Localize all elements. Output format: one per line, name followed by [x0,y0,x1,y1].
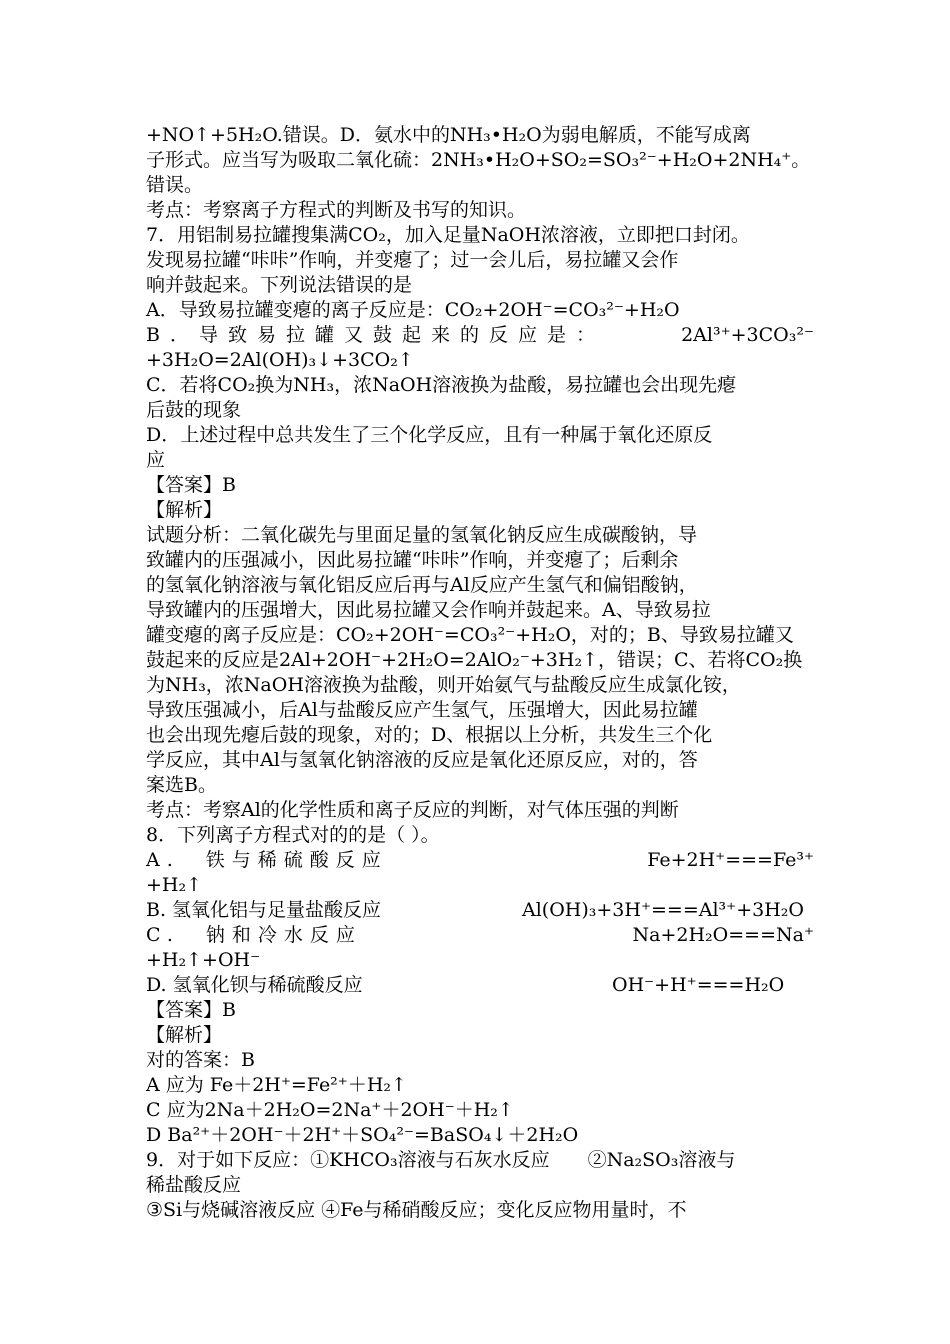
question-7-stem: 发现易拉罐“咔咔”作响，并变瘪了；过一会儿后，易拉罐又会作 [146,249,679,271]
option-c: C．若将CO₂换为NH₃，浓NaOH溶液换为盐酸，易拉罐也会出现先瘪 [146,374,737,396]
analysis-text: 致罐内的压强减小，因此易拉罐“咔咔”作响，并变瘪了；后剩余 [146,549,679,571]
option-a-continued: +H₂↑ [146,874,203,896]
option-d: D．上述过程中总共发生了三个化学反应，且有一种属于氧化还原反 [146,424,713,446]
text-line: 子形式。应当写为吸取二氧化硫：2NH₃•H₂O+SO₂=SO₃²⁻+H₂O+2NH₄⁺。 [146,149,811,171]
option-b-text: B. 氢氧化铝与足量盐酸反应 [146,899,382,921]
option-b [146,323,814,348]
analysis-text: 导致压强减小，后Al与盐酸反应产生氢气，压强增大，因此易拉罐 [146,699,698,721]
option-d-continued: 应 [146,449,166,471]
option-c [146,923,814,948]
analysis-text: 罐变瘪的离子反应是：CO₂+2OH⁻=CO₃²⁻+H₂O，对的；B、导致易拉罐又 [146,624,794,646]
option-c-continued: +H₂↑+OH⁻ [146,949,261,971]
option-c-text: C. 钠和冷水反应 [146,924,362,946]
option-c-continued: 后鼓的现象 [146,399,242,421]
question-8-stem: 8．下列离子方程式对的的是（ ）。 [146,824,440,846]
option-a [146,848,814,873]
answer-label: 【答案】B [146,474,236,496]
text-line: +NO↑+5H₂O.错误。D．氨水中的NH₃•H₂O为弱电解质，不能写成离 [146,124,751,146]
analysis-text: 鼓起来的反应是2Al+2OH⁻+2H₂O=2AlO₂⁻+3H₂↑，错误；C、若将CO₂换 [146,649,803,671]
question-9-stem: 稀盐酸反应 [146,1174,242,1196]
question-9-stem: ③Si与烧碱溶液反应 ④Fe与稀硝酸反应；变化反应物用量时，不 [146,1199,687,1221]
answer-label: 【答案】B [146,999,236,1021]
text-line: 错误。 [146,174,204,196]
option-b-equation: Al(OH)₃+3H⁺===Al³⁺+3H₂O [522,899,804,921]
option-b-equation: 2Al³⁺+3CO₃²⁻ [681,324,814,346]
analysis-text: 也会出现先瘪后鼓的现象，对的；D、根据以上分析，共发生三个化 [146,724,713,746]
kaodian-line: 考点：考察离子方程式的判断及书写的知识。 [146,199,527,221]
question-9-stem: 9．对于如下反应：①KHCO₃溶液与石灰水反应 ②Na₂SO₃溶液与 [146,1149,736,1171]
option-b [146,898,814,923]
option-d [146,973,814,998]
option-c-equation: Na+2H₂O===Na⁺ [632,924,814,946]
analysis-text: 案选B。 [146,774,217,796]
analysis-text: 为NH₃，浓NaOH溶液换为盐酸，则开始氨气与盐酸反应生成氯化铵， [146,674,741,696]
question-7-stem: 响并鼓起来。下列说法错误的是 [146,274,413,296]
analysis-text: A 应为 Fe＋2H⁺=Fe²⁺＋H₂↑ [146,1074,407,1096]
analysis-text: 试题分析：二氧化碳先与里面足量的氢氧化钠反应生成碳酸钠，导 [146,524,698,546]
option-b-text: B．导致易拉罐又鼓起来的反应是： [146,324,605,346]
document-page [146,123,814,1223]
option-a: A．导致易拉罐变瘪的离子反应是：CO₂+2OH⁻=CO₃²⁻+H₂O [146,299,680,321]
option-a-text: A. 铁与稀硫酸反应 [146,849,388,871]
analysis-text: 对的答案：B [146,1049,255,1071]
analysis-text: 学反应，其中Al与氢氧化钠溶液的反应是氧化还原反应，对的，答 [146,749,698,771]
option-a-equation: Fe+2H⁺===Fe³⁺ [647,849,814,871]
question-7-stem: 7．用铝制易拉罐搜集满CO₂，加入足量NaOH浓溶液，立即把口封闭。 [146,224,750,246]
analysis-text: D Ba²⁺＋2OH⁻＋2H⁺＋SO₄²⁻=BaSO₄↓＋2H₂O [146,1124,579,1146]
option-b-continued: +3H₂O=2Al(OH)₃↓+3CO₂↑ [146,349,414,371]
analysis-text: C 应为2Na＋2H₂O=2Na⁺＋2OH⁻＋H₂↑ [146,1099,514,1121]
option-d-equation: OH⁻+H⁺===H₂O [612,974,785,996]
analysis-text: 导致罐内的压强增大，因此易拉罐又会作响并鼓起来。A、导致易拉 [146,599,711,621]
analysis-label: 【解析】 [146,499,223,521]
analysis-text: 的氢氧化钠溶液与氧化铝反应后再与Al反应产生氢气和偏铝酸钠， [146,574,698,596]
analysis-label: 【解析】 [146,1024,223,1046]
kaodian-line: 考点：考察Al的化学性质和离子反应的判断，对气体压强的判断 [146,799,679,821]
option-d-text: D. 氢氧化钡与稀硫酸反应 [146,974,363,996]
